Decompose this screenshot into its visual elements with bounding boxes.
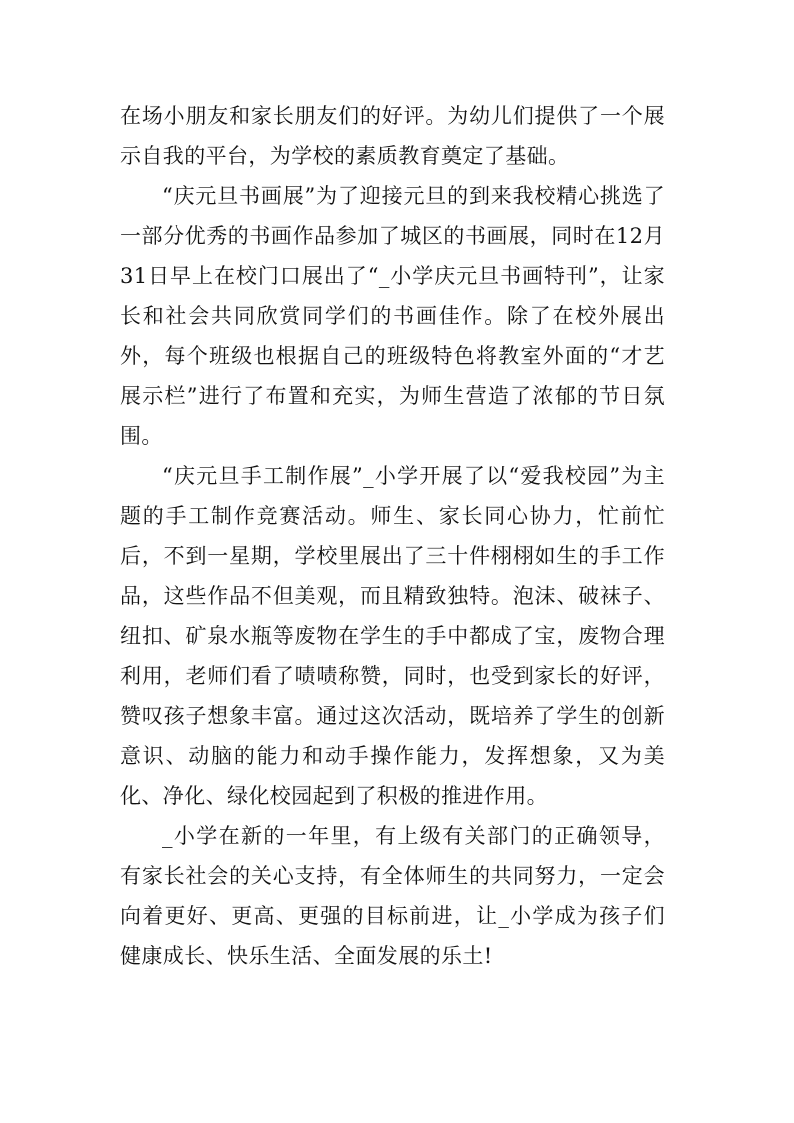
paragraph-3: “庆元旦手工制作展”_小学开展了以“爱我校园”为主题的手工制作竞赛活动。师生、家长同心协力，忙前忙后，不到一星期，学校里展出了三十件栩栩如生的手工作品，这些作品不但美观，而且精致独特。泡沫、破袜子、纽扣、矿泉水瓶等废物在学生的手中都成了宝，废物合理利用，老师们看了啧啧称赞，同时，也受到家长的好评，赞叹孩子想象丰富。通过这次活动，既培养了学生的创新意识、动脑的能力和动手操作能力，发挥想象，又为美化、净化、绿化校园起到了积极的推进作用。 <box>120 464 665 808</box>
paragraph-2: “庆元旦书画展”为了迎接元旦的到来我校精心挑选了一部分优秀的书画作品参加了城区的书画展，同时在12月31日早上在校门口展出了“_小学庆元旦书画特刊”，让家长和社会共同欣赏同学们的书画佳作。除了在校外展出外，每个班级也根据自己的班级特色将教室外面的“才艺展示栏”进行了布置和充实，为师生营造了浓郁的节日氛围。 <box>120 184 665 448</box>
paragraph-4: _小学在新的一年里，有上级有关部门的正确领导，有家长社会的关心支持，有全体师生的共同努力，一定会向着更好、更高、更强的目标前进，让_小学成为孩子们健康成长、快乐生活、全面发展的乐土! <box>120 824 665 968</box>
paragraph-1: 在场小朋友和家长朋友们的好评。为幼儿们提供了一个展示自我的平台，为学校的素质教育奠定了基础。 <box>120 104 665 168</box>
document-body <box>120 96 665 976</box>
